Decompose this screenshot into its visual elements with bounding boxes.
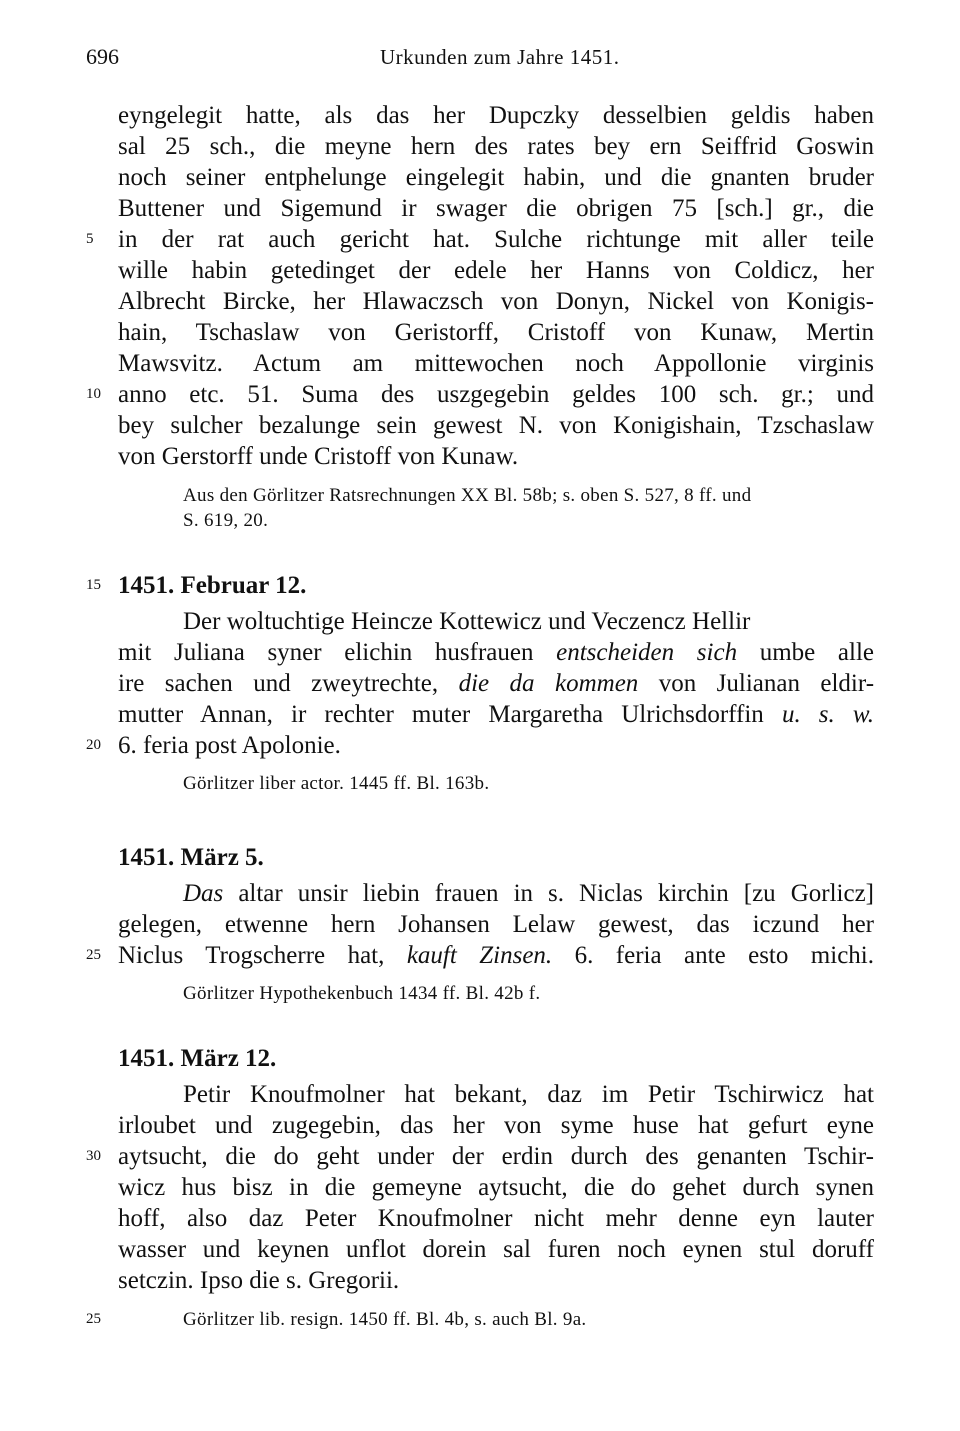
text-line: eyngelegit hatte, als das her Dupczky desselbien geldis haben (118, 102, 874, 129)
text-line: sal 25 sch., die meyne hern des rates bey ern Seiffrid Goswin (118, 133, 874, 160)
running-head: Urkunden zum Jahre 1451. (380, 45, 620, 69)
text-line: bey sulcher bezalunge sein gewest N. von Konigishain, Tzschaslaw (118, 412, 874, 439)
text-line: Petir Knoufmolner hat bekant, daz im Petir Tschirwicz hat (183, 1081, 874, 1108)
text-line: Buttener und Sigemund ir swager die obrigen 75 [sch.] gr., die (118, 195, 874, 222)
text-line: noch seiner entphelunge eingelegit habin, und die gnanten bruder (118, 164, 874, 191)
text-line: setczin. Ipso die s. Gregorii. (118, 1267, 400, 1294)
line-number: 25 (86, 947, 101, 963)
source-note: S. 619, 20. (183, 510, 269, 531)
source-note: Görlitzer Hypothekenbuch 1434 ff. Bl. 42b f. (183, 983, 541, 1004)
text-line: Niclus Trogscherre hat, kauft Zinsen. 6. feria ante esto michi. (118, 942, 874, 969)
text-line: ire sachen und zweytrechte, die da kommen von Julianan eldir- (118, 670, 875, 697)
line-number: 10 (86, 386, 101, 402)
text-line: anno etc. 51. Suma des uszgegebin geldes 100 sch. gr.; und (118, 381, 874, 408)
text-line: Der woltuchtige Heincze Kottewicz und Veczencz Hellir (183, 608, 751, 635)
text-line: irloubet und zugegebin, das her von syme huse hat gefurt eyne (118, 1112, 874, 1139)
line-number: 25 (86, 1311, 101, 1327)
text-line: Albrecht Bircke, her Hlawaczsch von Donyn, Nickel von Konigis- (118, 288, 874, 315)
text-line: wille habin getedinget der edele her Hanns von Coldicz, her (118, 257, 874, 284)
text-line: Mawsvitz. Actum am mittewochen noch Appollonie virginis (118, 350, 874, 377)
source-note: Aus den Görlitzer Ratsrechnungen XX Bl. 58b; s. oben S. 527, 8 ff. und (183, 485, 752, 506)
text-line: wasser und keynen unflot dorein sal furen noch eynen stul doruff (118, 1236, 874, 1263)
page-number: 696 (86, 44, 119, 69)
line-number: 30 (86, 1148, 101, 1164)
text-line: Das altar unsir liebin frauen in s. Niclas kirchin [zu Gorlicz] (183, 880, 874, 907)
text-line: von Gerstorff unde Cristoff von Kunaw. (118, 443, 519, 470)
entry-heading: 1451. März 5. (118, 844, 264, 871)
text-line: hoff, also daz Peter Knoufmolner nicht mehr denne eyn lauter (118, 1205, 874, 1232)
entry-heading: 1451. Februar 12. (118, 572, 307, 599)
text-line: wicz hus bisz in die gemeyne aytsucht, die do gehet durch synen (118, 1174, 874, 1201)
text-line: 6. feria post Apolonie. (118, 732, 341, 759)
line-number: 5 (86, 231, 94, 247)
text-line: hain, Tschaslaw von Geristorff, Cristoff von Kunaw, Mertin (118, 319, 874, 346)
source-note: Görlitzer lib. resign. 1450 ff. Bl. 4b, s. auch Bl. 9a. (183, 1309, 587, 1330)
line-number: 15 (86, 577, 101, 593)
text-line: aytsucht, die do geht under der erdin durch des genanten Tschir- (118, 1143, 874, 1170)
source-note: Görlitzer liber actor. 1445 ff. Bl. 163b. (183, 773, 490, 794)
text-line: mutter Annan, ir rechter muter Margaretha Ulrichsdorffin u. s. w. (118, 701, 874, 728)
entry-heading: 1451. März 12. (118, 1045, 277, 1072)
line-number: 20 (86, 737, 101, 753)
text-line: in der rat auch gericht hat. Sulche richtunge mit aller teile (118, 226, 874, 253)
text-line: mit Juliana syner elichin husfrauen entscheiden sich umbe alle (118, 639, 874, 666)
text-line: gelegen, etwenne hern Johansen Lelaw gewest, das iczund her (118, 911, 874, 938)
